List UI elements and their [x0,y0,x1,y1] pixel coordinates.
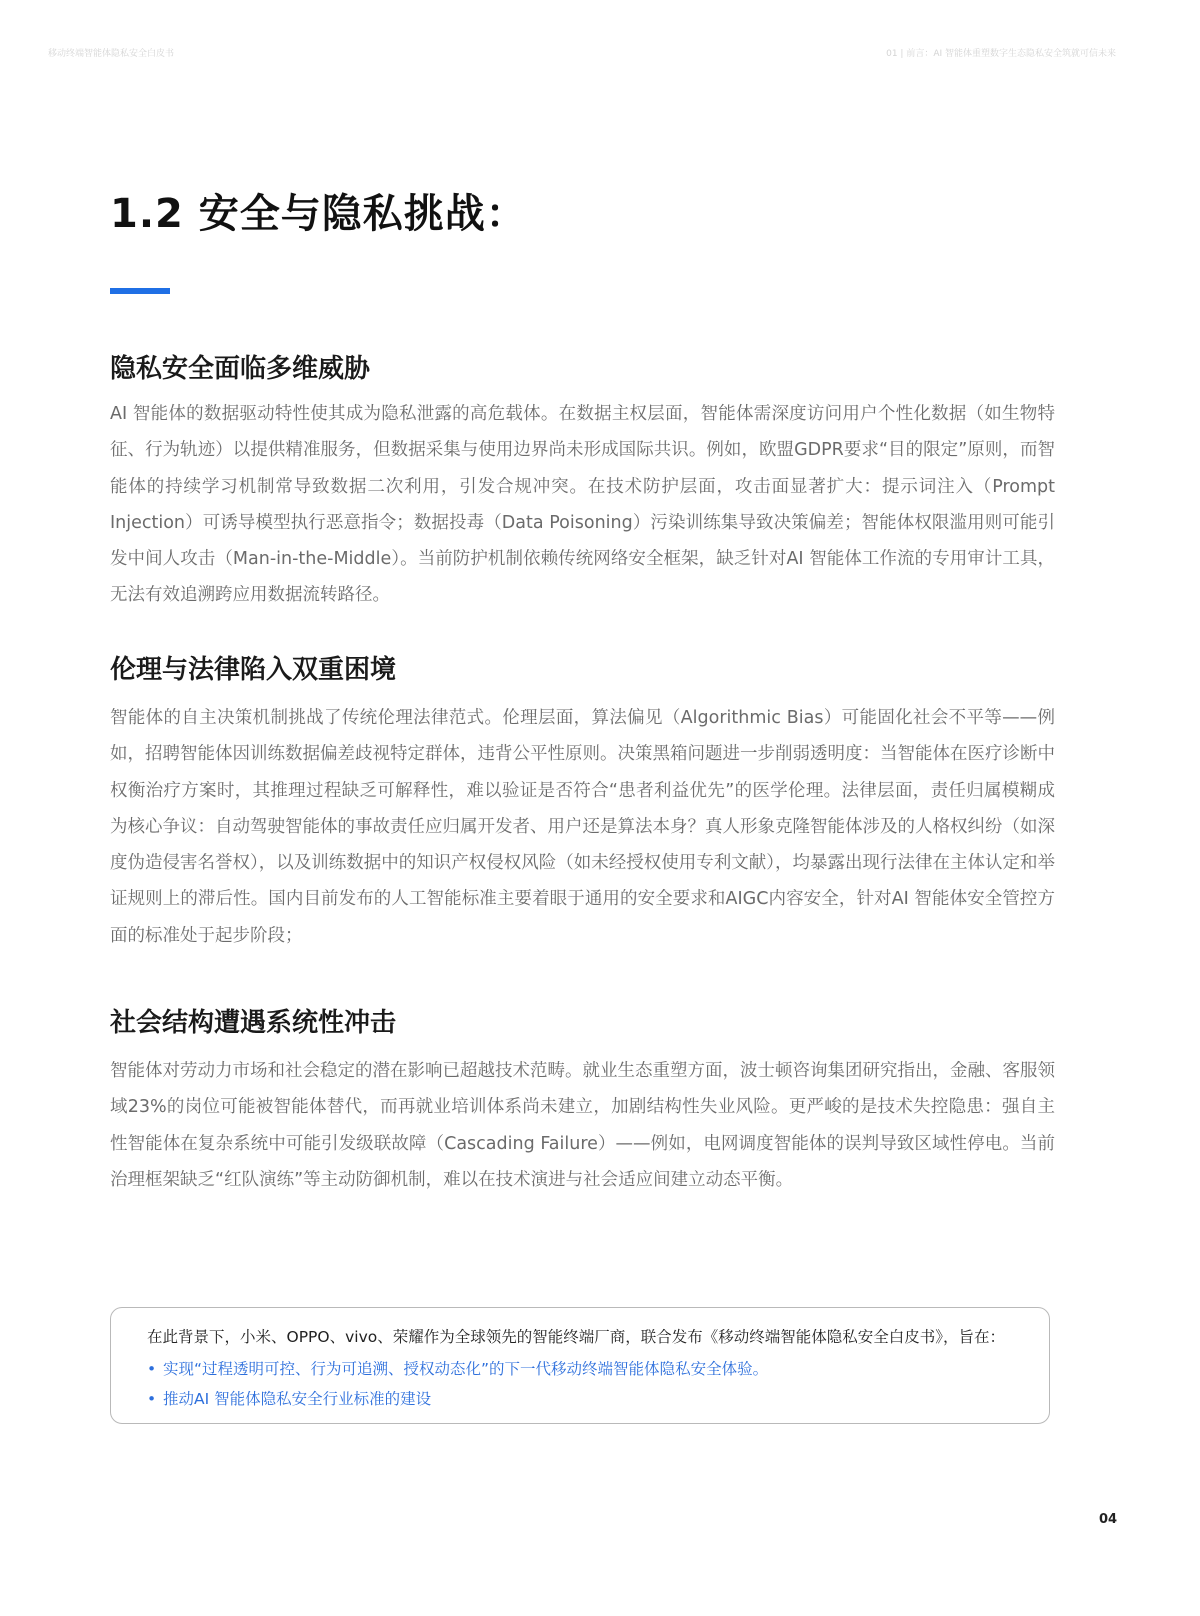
callout-list [147,1354,768,1414]
bullet-icon: • [147,1390,157,1408]
running-header-left: 移动终端智能体隐私安全白皮书 [48,49,175,59]
running-header-right: 01 | 前言：AI 智能体重塑数字生态隐私安全筑就可信未来 [886,49,1116,59]
section-heading-social: 社会结构遭遇系统性冲击 [110,1008,397,1038]
callout-box [110,1307,1050,1424]
section-body-social: 智能体对劳动力市场和社会稳定的潜在影响已超越技术范畴。就业生态重塑方面，波士顿咨询集团研究指出，金融、客服领域23%的岗位可能被智能体替代，而再就业培训体系尚未建立，加剧结构性失业风险。更严峻的是技术失控隐患：强自主性智能体在复杂系统中可能引发级联故障（Cascading Failure）——例如，电网调度智能体的误判导致区域性停电。当前治理框架缺乏“红队演练”等主动防御机制，难以在技术演进与社会适应间建立动态平衡。 [110,1061,1055,1190]
title-accent-bar [110,288,170,294]
section-body-privacy: AI 智能体的数据驱动特性使其成为隐私泄露的高危载体。在数据主权层面，智能体需深度访问用户个性化数据（如生物特征、行为轨迹）以提供精准服务，但数据采集与使用边界尚未形成国际共识。例如，欧盟GDPR要求“目的限定”原则，而智能体的持续学习机制常导致数据二次利用，引发合规冲突。在技术防护层面，攻击面显著扩大：提示词注入（Prompt Injection）可诱导模型执行恶意指令；数据投毒（Data Poisoning）污染训练集导致决策偏差；智能体权限滥用则可能引发中间人攻击（Man-in-the-Middle）。当前防护机制依赖传统网络安全框架，缺乏针对AI 智能体工作流的专用审计工具，无法有效追溯跨应用数据流转路径。 [110,404,1055,606]
section-heading-ethics-law: 伦理与法律陷入双重困境 [110,655,397,685]
page-number: 04 [1099,1512,1118,1527]
callout-intro: 在此背景下，小米、OPPO、vivo、荣耀作为全球领先的智能终端厂商，联合发布《移动终端智能体隐私安全白皮书》，旨在： [147,1328,1005,1346]
page-title: 1.2 安全与隐私挑战： [110,191,527,237]
callout-bullet-text: 推动AI 智能体隐私安全行业标准的建设 [163,1390,432,1408]
bullet-icon: • [147,1360,157,1378]
callout-bullet [147,1384,768,1414]
callout-bullet-text: 实现“过程透明可控、行为可追溯、授权动态化”的下一代移动终端智能体隐私安全体验。 [163,1360,769,1378]
section-body-ethics-law: 智能体的自主决策机制挑战了传统伦理法律范式。伦理层面，算法偏见（Algorithmic Bias）可能固化社会不平等——例如，招聘智能体因训练数据偏差歧视特定群体，违背公平性原则。决策黑箱问题进一步削弱透明度：当智能体在医疗诊断中权衡治疗方案时，其推理过程缺乏可解释性，难以验证是否符合“患者利益优先”的医学伦理。法律层面，责任归属模糊成为核心争议：自动驾驶智能体的事故责任应归属开发者、用户还是算法本身？真人形象克隆智能体涉及的人格权纠纷（如深度伪造侵害名誉权），以及训练数据中的知识产权侵权风险（如未经授权使用专利文献），均暴露出现行法律在主体认定和举证规则上的滞后性。国内目前发布的人工智能标准主要着眼于通用的安全要求和AIGC内容安全，针对AI 智能体安全管控方面的标准处于起步阶段； [110,708,1055,946]
callout-bullet [147,1354,768,1384]
section-heading-privacy: 隐私安全面临多维威胁 [110,354,371,384]
